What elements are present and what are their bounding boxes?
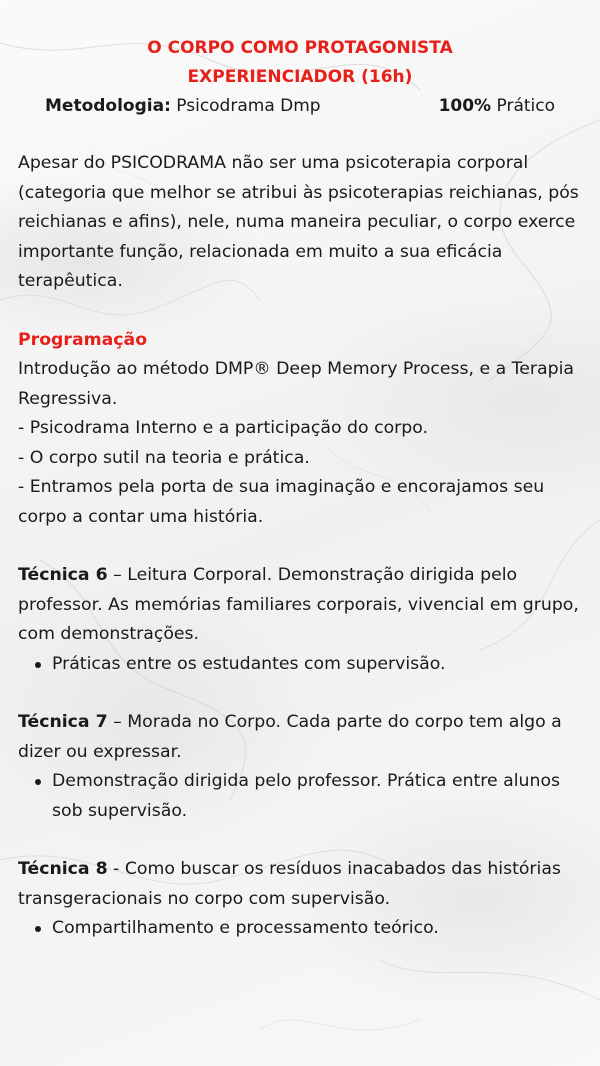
- bullet-dot-icon: [35, 662, 41, 668]
- tecnica-8-label: Técnica 8: [18, 859, 108, 879]
- tecnica-8-description: - Como buscar os resíduos inacabados das histórias transgeracionais no corpo com supervisão.: [18, 859, 561, 909]
- programacao-line: - Entramos pela porta de sua imaginação e encorajamos seu corpo a contar uma história.: [18, 477, 545, 527]
- meta-row: [18, 92, 582, 120]
- methodology-value: Psicodrama Dmp: [176, 96, 321, 116]
- tecnica-8-text: [18, 855, 582, 914]
- bullet-text: Práticas entre os estudantes com supervisão.: [52, 653, 446, 674]
- programacao-line: Introdução ao método DMP® Deep Memory Process, e a Terapia Regressiva.: [18, 359, 574, 409]
- tecnica-6-label: Técnica 6: [18, 565, 108, 585]
- bullet-item: [52, 767, 582, 826]
- bullet-dot-icon: [35, 779, 41, 785]
- tecnica-8: [18, 855, 582, 944]
- tecnica-7-label: Técnica 7: [18, 712, 108, 732]
- programacao-line: - O corpo sutil na teoria e prática.: [18, 447, 310, 468]
- practical-info: [439, 92, 555, 120]
- practical-label: Prático: [496, 96, 555, 116]
- programacao-line: - Psicodrama Interno e a participação do corpo.: [18, 418, 428, 438]
- programacao-title: Programação: [18, 329, 148, 350]
- title-line-1: O CORPO COMO PROTAGONISTA: [147, 38, 453, 58]
- title-line-2: EXPERIENCIADOR (16h): [187, 67, 413, 87]
- tecnica-6-bullets: [18, 650, 582, 680]
- tecnica-7-bullets: [18, 767, 582, 826]
- bullet-text: Compartilhamento e processamento teórico.: [52, 918, 439, 938]
- tecnica-6: [18, 561, 582, 679]
- tecnica-7: [18, 708, 582, 826]
- bullet-dot-icon: [35, 926, 41, 932]
- intro-paragraph: Apesar do PSICODRAMA não ser uma psicoterapia corporal (categoria que melhor se atribui às psicoterapias reichianas, pós reichianas e afins), nele, numa maneira peculiar, o corpo exerce importante função, relacionada em muito a sua eficácia terapêutica.: [18, 153, 579, 291]
- bullet-text: Demonstração dirigida pelo professor. Prática entre alunos sob supervisão.: [52, 771, 561, 821]
- bullet-item: [52, 650, 582, 680]
- tecnica-7-text: [18, 708, 582, 767]
- tecnica-8-bullets: [18, 914, 582, 944]
- methodology: [45, 92, 321, 120]
- tecnica-7-description: – Morada no Corpo. Cada parte do corpo tem algo a dizer ou expressar.: [18, 712, 562, 762]
- practical-percent: 100%: [438, 96, 492, 116]
- tecnica-6-description: – Leitura Corporal. Demonstração dirigida pelo professor. As memórias familiares corporais, vivencial em grupo, com demonstrações.: [18, 565, 579, 644]
- methodology-label: Metodologia:: [45, 96, 171, 116]
- tecnica-6-text: [18, 561, 582, 650]
- bullet-item: [52, 914, 582, 944]
